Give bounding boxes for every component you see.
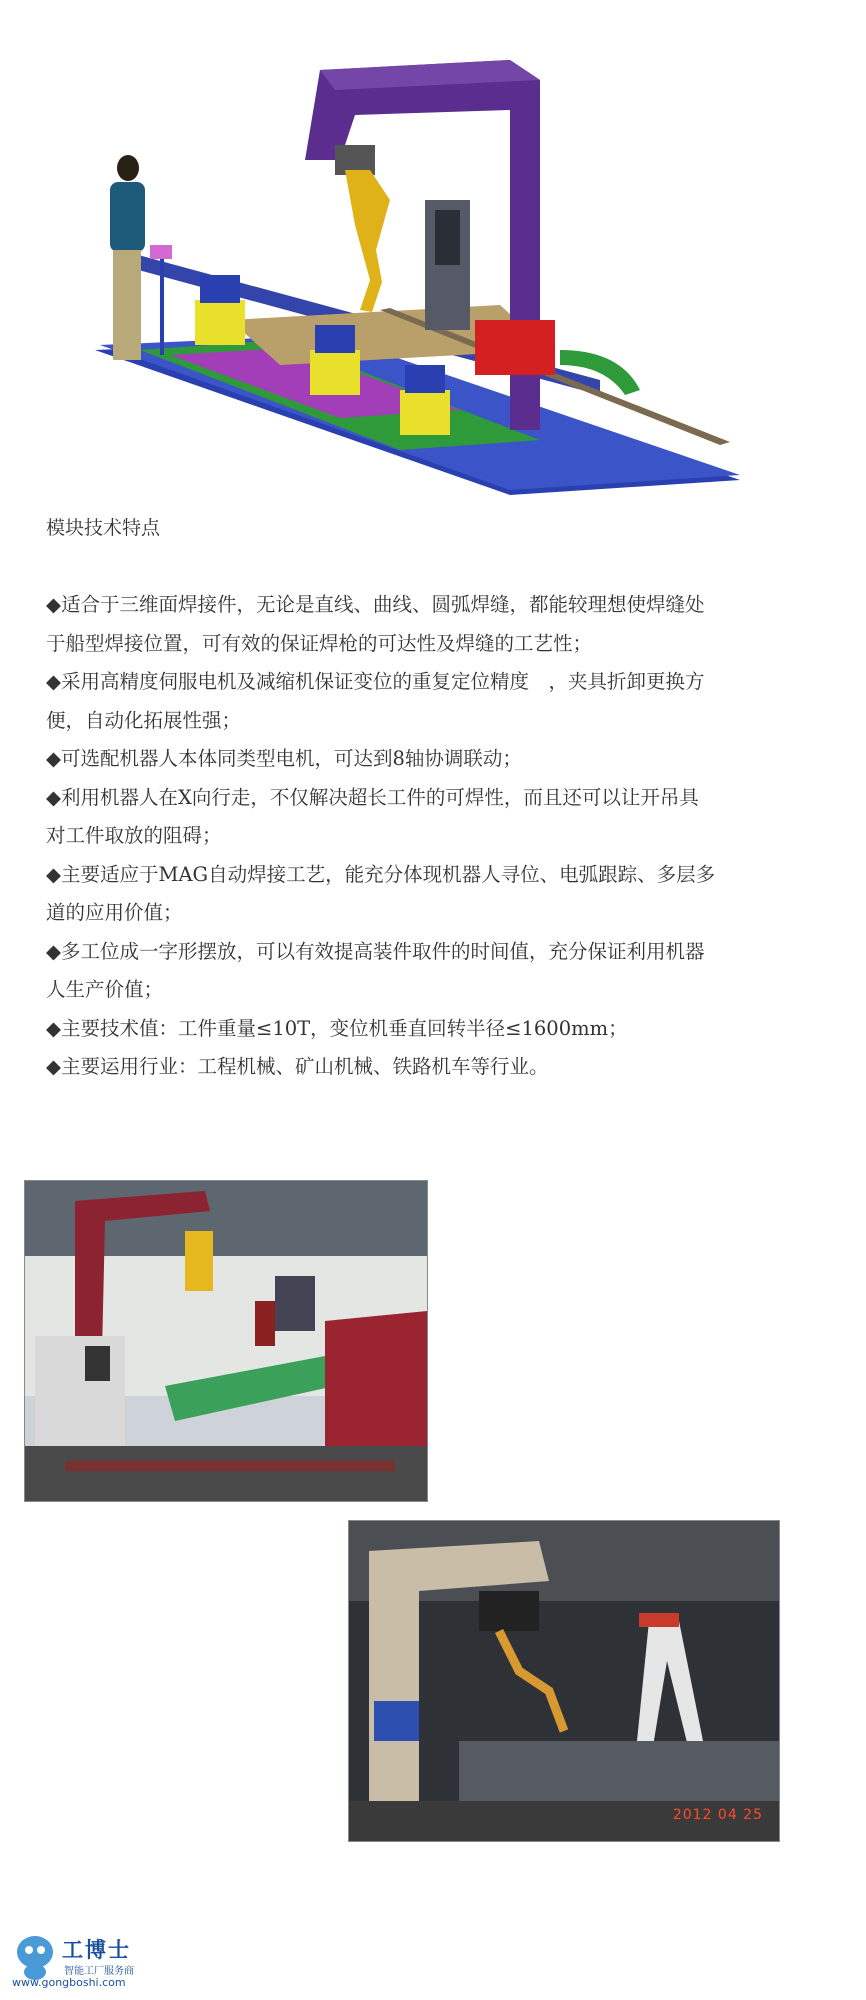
feature-line: ◆主要适应于MAG自动焊接工艺，能充分体现机器人寻位、电弧跟踪、多层多: [46, 862, 716, 886]
feature-line: ◆可选配机器人本体同类型电机，可达到8轴协调联动；: [46, 747, 522, 770]
positioner-motor-3: [405, 365, 445, 393]
brand-tagline: 智能工厂服务商: [64, 1966, 134, 1977]
feature-list: [46, 586, 816, 1087]
welding-station-illustration: [80, 50, 780, 520]
robot-arm: [345, 170, 390, 312]
control-panel: [435, 210, 460, 265]
operator-head: [117, 155, 139, 181]
feature-line: 对工件取放的阻碍；: [46, 824, 222, 847]
positioner-3: [400, 390, 450, 435]
workshop-photo-1-image: [25, 1181, 427, 1501]
feature-line: 于船型焊接位置，可有效的保证焊枪的可达性及焊缝的工艺性；: [46, 631, 593, 655]
workshop-photo-2-image: [349, 1521, 779, 1841]
feature-line: 人生产价值；: [46, 978, 164, 1001]
feature-line: ◆多工位成一字形摆放，可以有效提高装件取件的时间值，充分保证利用机器: [46, 939, 705, 963]
positioner-2: [310, 350, 360, 395]
brand-url: www.gongboshi.com: [12, 1976, 126, 1989]
feature-line: ◆采用高精度伺服电机及减缩机保证变位的重复定位精度 ，夹具折卸更换方: [46, 670, 705, 693]
workshop-photo-1: [24, 1180, 428, 1502]
brand-name: 工博士: [62, 1938, 131, 1962]
section-heading: 模块技术特点: [46, 517, 161, 539]
positioner-1: [195, 300, 245, 345]
positioner-motor-1: [200, 275, 240, 303]
positioner-motor-2: [315, 325, 355, 353]
welding-power-source: [475, 320, 555, 375]
feature-line: ◆主要运用行业：工程机械、矿山机械、铁路机车等行业。: [46, 1055, 549, 1078]
feature-line: 便，自动化拓展性强；: [46, 708, 242, 732]
workshop-photo-2: [348, 1520, 780, 1842]
feature-line: ◆利用机器人在X向行走，不仅解决超长工件的可焊性，而且还可以让开吊具: [46, 785, 699, 809]
operator-torso: [110, 182, 145, 252]
feature-line: ◆主要技术值：工件重量≤10T，变位机垂直回转半径≤1600mm；: [46, 1016, 628, 1040]
feature-line: 道的应用价值；: [46, 901, 183, 924]
photo-date-stamp: 2012 04 25: [672, 1807, 763, 1823]
operator-legs: [113, 250, 141, 360]
operator-pendant-stand: [160, 255, 164, 355]
operator-pendant: [150, 245, 172, 259]
feature-line: ◆适合于三维面焊接件，无论是直线、曲线、圆弧焊缝，都能较理想使焊缝处: [46, 593, 705, 616]
